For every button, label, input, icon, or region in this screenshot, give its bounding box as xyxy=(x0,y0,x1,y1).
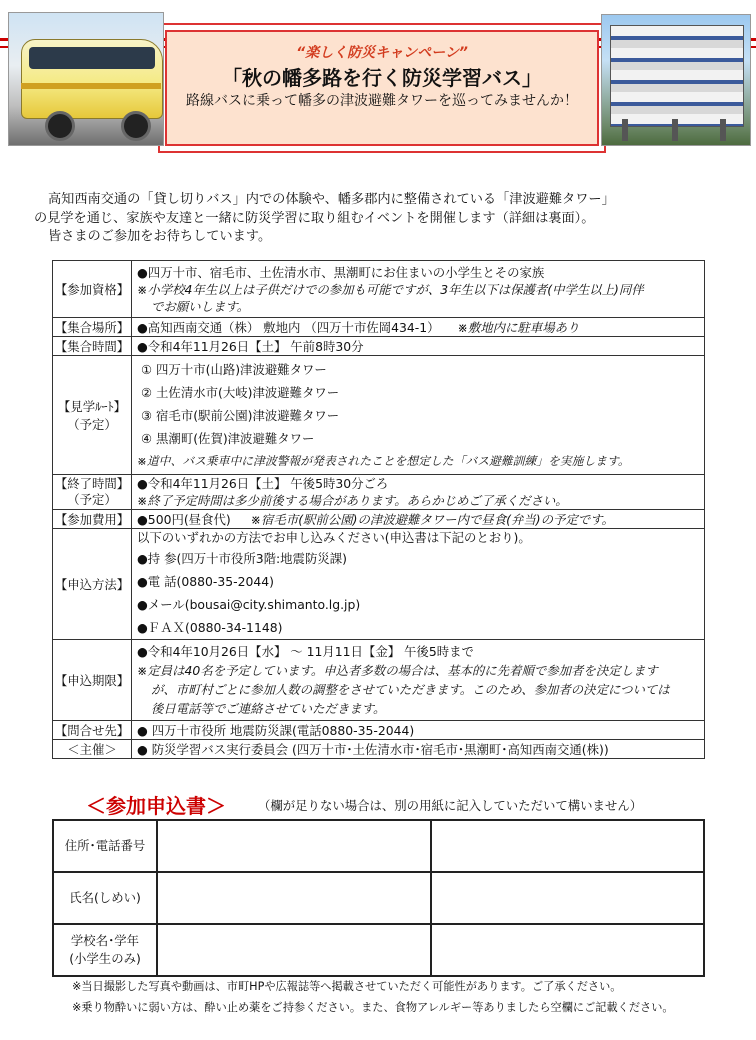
apply-method-item: ●ＦＡＸ(0880-34-1148) xyxy=(137,620,283,635)
row-organizer xyxy=(53,740,705,759)
fee-note: ※宿毛市(駅前公園)の津波避難タワー内で昼食(弁当)の予定です。 xyxy=(250,512,614,527)
footnote: ※当日撮影した写真や動画は、市町HPや広報誌等へ掲載させていただく可能性があります。ご了承ください。 xyxy=(72,980,622,993)
label-contact: 【問合せ先】 xyxy=(53,721,132,740)
form-title: ＜参加申込書＞ xyxy=(86,794,226,818)
form-row-name xyxy=(53,872,704,924)
address-field-2[interactable] xyxy=(431,820,705,872)
bus-wheel xyxy=(121,111,151,141)
value-meeting-place xyxy=(132,318,705,337)
bus-photo xyxy=(8,12,164,146)
route-stop: ① 四万十市(山路)津波避難タワー xyxy=(141,361,327,377)
tsunami-tower-photo xyxy=(601,14,751,146)
row-meeting-time xyxy=(53,337,705,356)
row-eligibility xyxy=(53,261,705,318)
tower-leg xyxy=(672,119,678,141)
end-time-label-planned: （予定） xyxy=(67,492,117,507)
label-route xyxy=(53,356,132,475)
route-label-planned: （予定） xyxy=(67,417,117,432)
label-meeting-time: 【集合時間】 xyxy=(53,337,132,356)
form-label-school xyxy=(53,924,157,976)
eligibility-note-cont: でお願いします。 xyxy=(151,298,250,314)
label-meeting-place: 【集合場所】 xyxy=(53,318,132,337)
deadline-note: が、市町村ごとに参加人数の調整をさせていただきます。このため、参加者の決定については xyxy=(151,682,670,697)
value-apply-method xyxy=(132,529,705,640)
row-deadline xyxy=(53,640,705,721)
label-apply-method: 【申込方法】 xyxy=(53,529,132,640)
bus-windshield xyxy=(29,47,155,69)
page-subtitle: 路線バスに乗って幡多の津波避難タワーを巡ってみませんか！ xyxy=(186,93,578,109)
eligibility-text: ●四万十市、宿毛市、土佐清水市、黒潮町にお住まいの小学生とその家族 xyxy=(137,264,545,280)
school-label-note: (小学生のみ) xyxy=(69,951,141,966)
label-eligibility: 【参加資格】 xyxy=(53,261,132,318)
apply-method-item: ●メール(bousai@city.shimanto.lg.jp) xyxy=(137,597,361,612)
meeting-place-note: ※敷地内に駐車場あり xyxy=(457,320,580,335)
bus-stripe xyxy=(21,83,161,89)
name-field-2[interactable] xyxy=(431,872,705,924)
name-field[interactable] xyxy=(157,872,431,924)
deadline-text: ●令和4年10月26日【水】 ～ 11月11日【金】 午後5時まで xyxy=(137,644,474,659)
form-note: （欄が足りない場合は、別の用紙に記入していただいて構いません） xyxy=(258,798,643,813)
tower-leg xyxy=(720,119,726,141)
intro-line: の見学を通じ、家族や友達と一緒に防災学習に取り組むイベントを開催します（詳細は裏面）。 xyxy=(34,210,595,226)
value-meeting-time: ●令和4年11月26日【土】 午前8時30分 xyxy=(132,337,705,356)
apply-method-item: ●持 参(四万十市役所3階:地震防災課) xyxy=(137,551,347,566)
value-contact: ● 四万十市役所 地震防災課(電話0880-35-2044) xyxy=(132,721,705,740)
school-field-2[interactable] xyxy=(431,924,705,976)
deadline-note: ※定員は40名を予定しています。申込者多数の場合は、基本的に先着順で参加者を決定します xyxy=(137,663,658,678)
campaign-label: “楽しく防災キャンペーン” xyxy=(296,45,468,61)
page-title: 「秋の幡多路を行く防災学習バス」 xyxy=(222,66,542,90)
end-time-label: 【終了時間】 xyxy=(54,476,130,491)
route-stop: ④ 黒潮町(佐賀)津波避難タワー xyxy=(141,430,315,446)
row-contact xyxy=(53,721,705,740)
school-field[interactable] xyxy=(157,924,431,976)
intro-line: 高知西南交通の「貸し切りバス」内での体験や、幡多郡内に整備されている「津波避難タワー」 xyxy=(48,192,615,207)
form-row-address xyxy=(53,820,704,872)
end-time-text: ●令和4年11月26日【土】 午後5時30分ごろ xyxy=(137,476,389,491)
row-meeting-place xyxy=(53,318,705,337)
route-note: ※道中、バス乗車中に津波警報が発表されたことを想定した「バス避難訓練」を実施します。 xyxy=(137,453,630,468)
value-deadline xyxy=(132,640,705,721)
row-route xyxy=(53,356,705,475)
form-label-address: 住所･電話番号 xyxy=(53,820,157,872)
value-route xyxy=(132,356,705,475)
form-row-school xyxy=(53,924,704,976)
value-organizer: ● 防災学習バス実行委員会 (四万十市･土佐清水市･宿毛市･黒潮町･高知西南交通(株)) xyxy=(132,740,705,759)
tower-structure xyxy=(610,25,744,127)
event-info-table xyxy=(52,260,705,759)
form-label-name: 氏名(しめい) xyxy=(53,872,157,924)
value-eligibility xyxy=(132,261,705,318)
intro-line: 皆さまのご参加をお待ちしています。 xyxy=(48,229,272,244)
application-form xyxy=(52,819,705,977)
fee-text: ●500円(昼食代) xyxy=(137,512,231,527)
apply-method-item: ●電 話(0880-35-2044) xyxy=(137,574,274,589)
label-organizer: ＜主催＞ xyxy=(53,740,132,759)
label-deadline: 【申込期限】 xyxy=(53,640,132,721)
school-label: 学校名･学年 xyxy=(70,933,140,948)
route-label: 【見学ﾙｰﾄ】 xyxy=(57,399,127,414)
deadline-note: 後日電話等でご連絡させていただきます。 xyxy=(151,701,386,716)
label-end-time xyxy=(53,475,132,510)
meeting-place-text: ●高知西南交通（株） 敷地内 （四万十市佐岡434-1） xyxy=(137,320,440,335)
end-time-note: ※終了予定時間は多少前後する場合があります。あらかじめご了承ください。 xyxy=(137,493,568,508)
route-stop: ② 土佐清水市(大岐)津波避難タワー xyxy=(141,384,340,400)
intro-paragraph xyxy=(34,191,724,247)
footnote: ※乗り物酔いに弱い方は、酔い止め薬をご持参ください。また、食物アレルギー等ありましたら空欄にご記載ください。 xyxy=(72,1001,674,1014)
row-fee xyxy=(53,510,705,529)
eligibility-note: ※小学校4年生以上は子供だけでの参加も可能ですが、3年生以下は保護者(中学生以上)同伴 xyxy=(137,281,644,297)
row-end-time xyxy=(53,475,705,510)
row-apply-method xyxy=(53,529,705,640)
apply-intro: 以下のいずれかの方法でお申し込みください(申込書は下記のとおり)。 xyxy=(137,530,531,545)
label-fee: 【参加費用】 xyxy=(53,510,132,529)
bus-wheel xyxy=(45,111,75,141)
value-fee xyxy=(132,510,705,529)
address-field[interactable] xyxy=(157,820,431,872)
route-stop: ③ 宿毛市(駅前公園)津波避難タワー xyxy=(141,407,340,423)
tower-leg xyxy=(622,119,628,141)
value-end-time xyxy=(132,475,705,510)
